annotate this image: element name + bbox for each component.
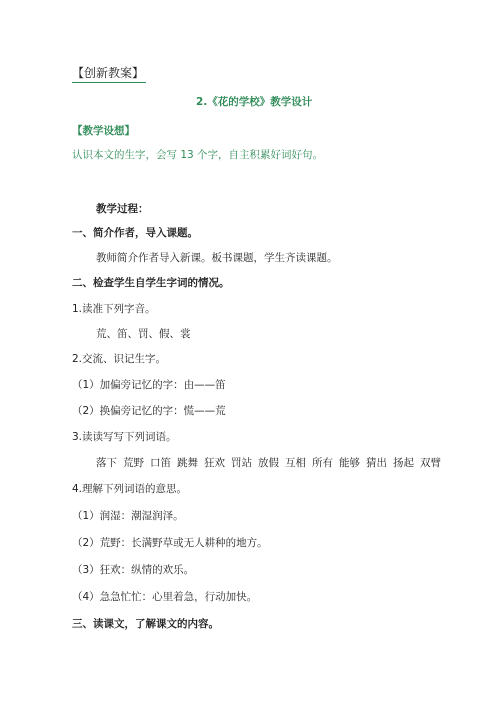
document-title: 2.《花的学校》教学设计 [196, 96, 313, 108]
item-4-b: （2）荒野：长满野草或无人耕种的地方。 [72, 537, 268, 549]
process-heading: 教学过程： [96, 203, 149, 215]
item-1: 1.读准下列字音。 [72, 303, 156, 315]
word: 跳舞 [177, 457, 198, 469]
word-list [96, 456, 441, 470]
goal-heading: 【教学设想】 [72, 125, 135, 137]
section-heading-2: 二、检查学生自学生字词的情况。 [72, 277, 230, 289]
word: 能够 [339, 457, 360, 469]
item-4-c: （3）狂欢：纵情的欢乐。 [72, 564, 195, 576]
word: 所有 [312, 457, 333, 469]
goal-text: 认识本文的生字，会写 13 个字，自主积累好词好句。 [72, 149, 324, 161]
word: 猜出 [366, 457, 387, 469]
word: 双臂 [420, 457, 441, 469]
word: 放假 [258, 457, 279, 469]
section-heading-1: 一、简介作者，导入课题。 [72, 227, 198, 239]
word: 扬起 [393, 457, 414, 469]
word: 互相 [285, 457, 306, 469]
header-tag: 【创新教案】 [72, 66, 145, 80]
item-2-a: （1）加偏旁记忆的字：由——笛 [72, 379, 226, 391]
word: 荒野 [123, 457, 144, 469]
item-3: 3.读读写写下列词语。 [72, 431, 177, 443]
word: 口笛 [150, 457, 171, 469]
word: 罚站 [231, 457, 252, 469]
section-heading-3: 三、读课文，了解课文的内容。 [72, 618, 219, 630]
item-1-chars: 荒、笛、罚、假、裳 [96, 328, 191, 340]
item-2: 2.交流、识记生字。 [72, 353, 167, 365]
item-4: 4.理解下列词语的意思。 [72, 483, 188, 495]
item-4-d: （4）急急忙忙：心里着急，行动加快。 [72, 591, 258, 603]
item-2-b: （2）换偏旁记忆的字：慌——荒 [72, 405, 226, 417]
header-underline [72, 82, 146, 83]
section-1-text: 教师简介作者导入新课。板书课题，学生齐读课题。 [96, 252, 338, 264]
word: 狂欢 [204, 457, 225, 469]
item-4-a: （1）润湿：潮湿润泽。 [72, 510, 184, 522]
word: 落下 [96, 457, 117, 469]
